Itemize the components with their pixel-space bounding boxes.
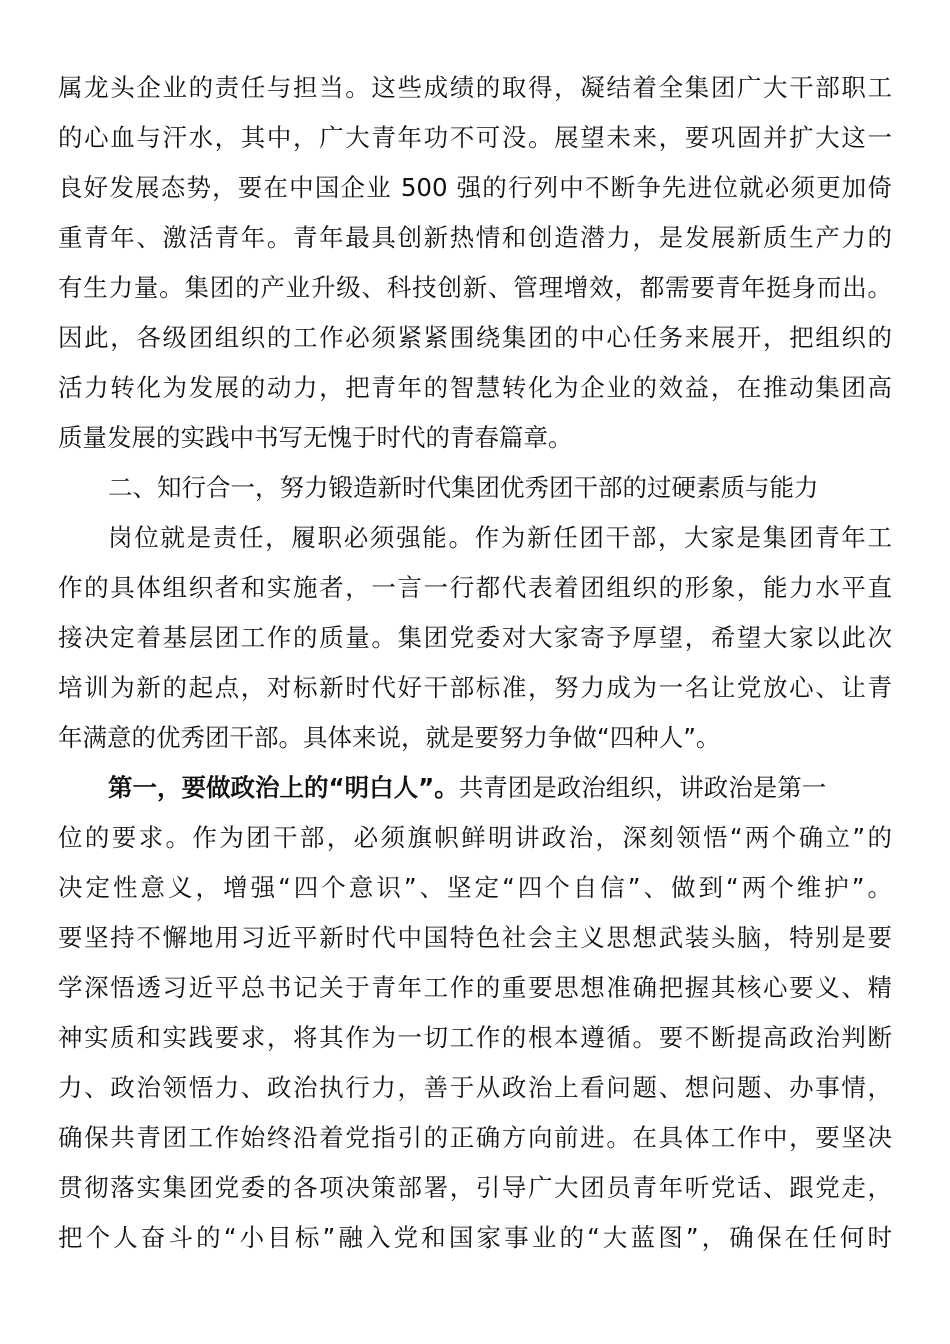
text-line: 贯彻落实集团党委的各项决策部署，引导广大团员青年听党话、跟党走， [58, 1173, 892, 1202]
text-line: 培训为新的起点，对标新时代好干部标准，努力成为一名让党放心、让青 [58, 673, 892, 702]
text-line: 力、政治领悟力、政治执行力，善于从政治上看问题、想问题、办事情， [58, 1073, 892, 1102]
text-line: 作的具体组织者和实施者，一言一行都代表着团组织的形象，能力水平直 [58, 573, 892, 602]
text-line: 确保共青团工作始终沿着党指引的正确方向前进。在具体工作中，要坚决 [58, 1123, 892, 1152]
text-line: 的心血与汗水，其中，广大青年功不可没。展望未来，要巩固并扩大这一 [58, 123, 892, 152]
text-line: 重青年、激活青年。青年最具创新热情和创造潜力，是发展新质生产力的 [58, 223, 892, 252]
text-line: 质量发展的实践中书写无愧于时代的青春篇章。 [58, 423, 573, 452]
text-line: 活力转化为发展的动力，把青年的智慧转化为企业的效益，在推动集团高 [58, 373, 892, 402]
text-line: 有生力量。集团的产业升级、科技创新、管理增效，都需要青年挺身而出。 [58, 273, 892, 302]
text-line: 要坚持不懈地用习近平新时代中国特色社会主义思想武装头脑，特别是要 [58, 923, 892, 952]
text-line: 把个人奋斗的“小目标”融入党和国家事业的“大蓝图”，确保在任何时 [58, 1223, 892, 1252]
subheading-rest: 共青团是政治组织，讲政治是第一 [458, 773, 827, 802]
text-line: 神实质和实践要求，将其作为一切工作的根本遵循。要不断提高政治判断 [58, 1023, 892, 1052]
paragraph-first-line: 岗位就是责任，履职必须强能。作为新任团干部，大家是集团青年工 [108, 523, 892, 552]
text-line: 位的要求。作为团干部，必须旗帜鲜明讲政治，深刻领悟“两个确立”的 [58, 823, 892, 852]
text-line: 接决定着基层团工作的质量。集团党委对大家寄予厚望，希望大家以此次 [58, 623, 892, 652]
text-line: 年满意的优秀团干部。具体来说，就是要努力争做“四种人”。 [58, 723, 721, 752]
text-line: 属龙头企业的责任与担当。这些成绩的取得，凝结着全集团广大干部职工 [58, 73, 892, 102]
text-line: 学深悟透习近平总书记关于青年工作的重要思想准确把握其核心要义、精 [58, 973, 892, 1002]
text-line: 因此，各级团组织的工作必须紧紧围绕集团的中心任务来展开，把组织的 [58, 323, 892, 352]
text-line: 决定性意义，增强“四个意识”、坚定“四个自信”、做到“两个维护”。 [58, 873, 892, 902]
text-line: 良好发展态势，要在中国企业 500 强的行列中不断争先进位就必须更加倚 [58, 173, 892, 202]
section-heading: 二、知行合一，努力锻造新时代集团优秀团干部的过硬素质与能力 [108, 473, 819, 502]
subheading-line [108, 768, 892, 808]
subheading-bold: 第一，要做政治上的“明白人”。 [108, 773, 459, 802]
